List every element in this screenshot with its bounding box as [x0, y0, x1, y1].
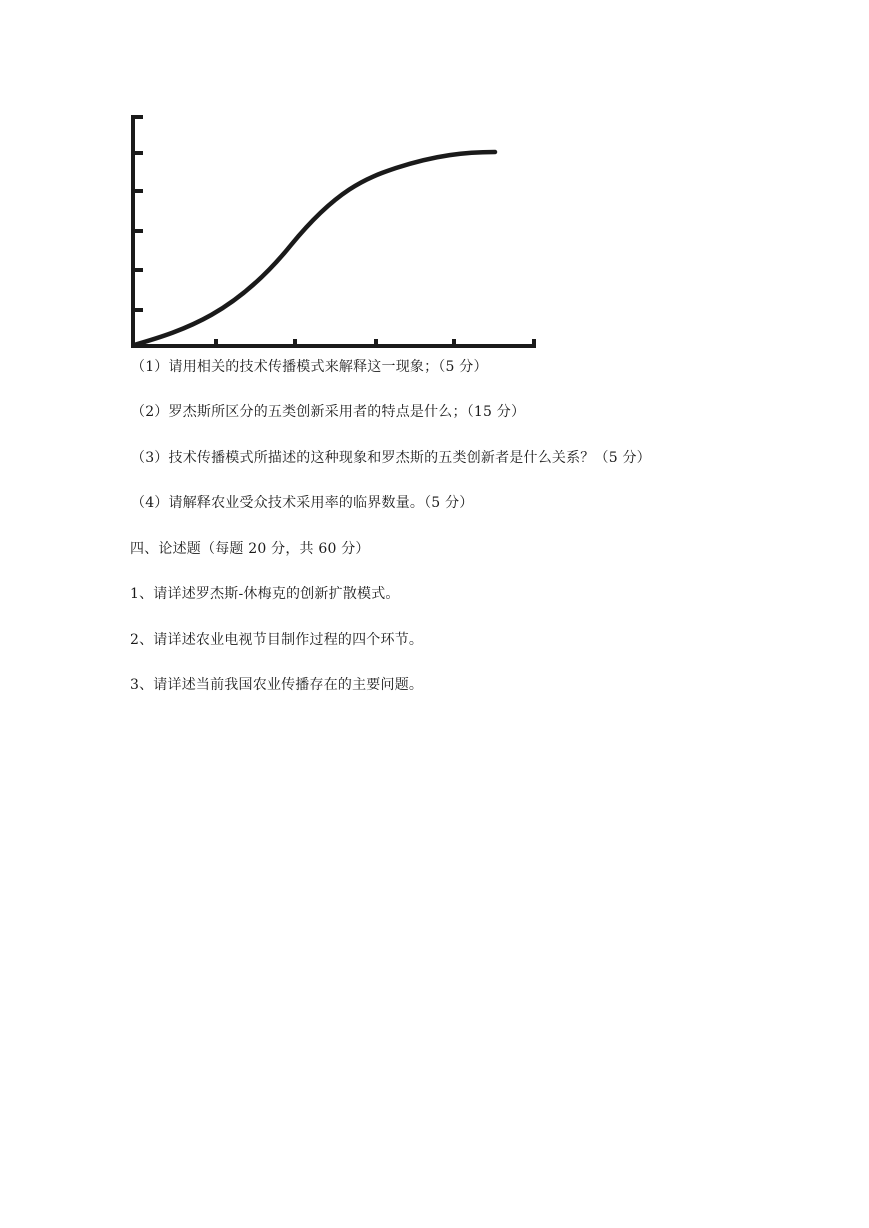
question-3: （3）技术传播模式所描述的这种现象和罗杰斯的五类创新者是什么关系？（5 分）: [131, 450, 651, 466]
essay-item-1: 1、请详述罗杰斯-休梅克的创新扩散模式。: [130, 586, 400, 602]
essay-item-3: 3、请详述当前我国农业传播存在的主要问题。: [130, 677, 424, 693]
question-1: （1）请用相关的技术传播模式来解释这一现象；（5 分）: [131, 359, 488, 375]
adoption-s-curve: [134, 152, 495, 345]
question-2: （2）罗杰斯所区分的五类创新采用者的特点是什么；（15 分）: [131, 404, 526, 420]
section-heading: 四、论述题（每题 20 分，共 60 分）: [130, 541, 370, 557]
question-4: （4）请解释农业受众技术采用率的临界数量。（5 分）: [131, 495, 474, 511]
essay-item-2: 2、请详述农业电视节目制作过程的四个环节。: [130, 632, 424, 648]
s-curve-figure: [126, 108, 546, 353]
s-curve-chart: [126, 108, 546, 353]
